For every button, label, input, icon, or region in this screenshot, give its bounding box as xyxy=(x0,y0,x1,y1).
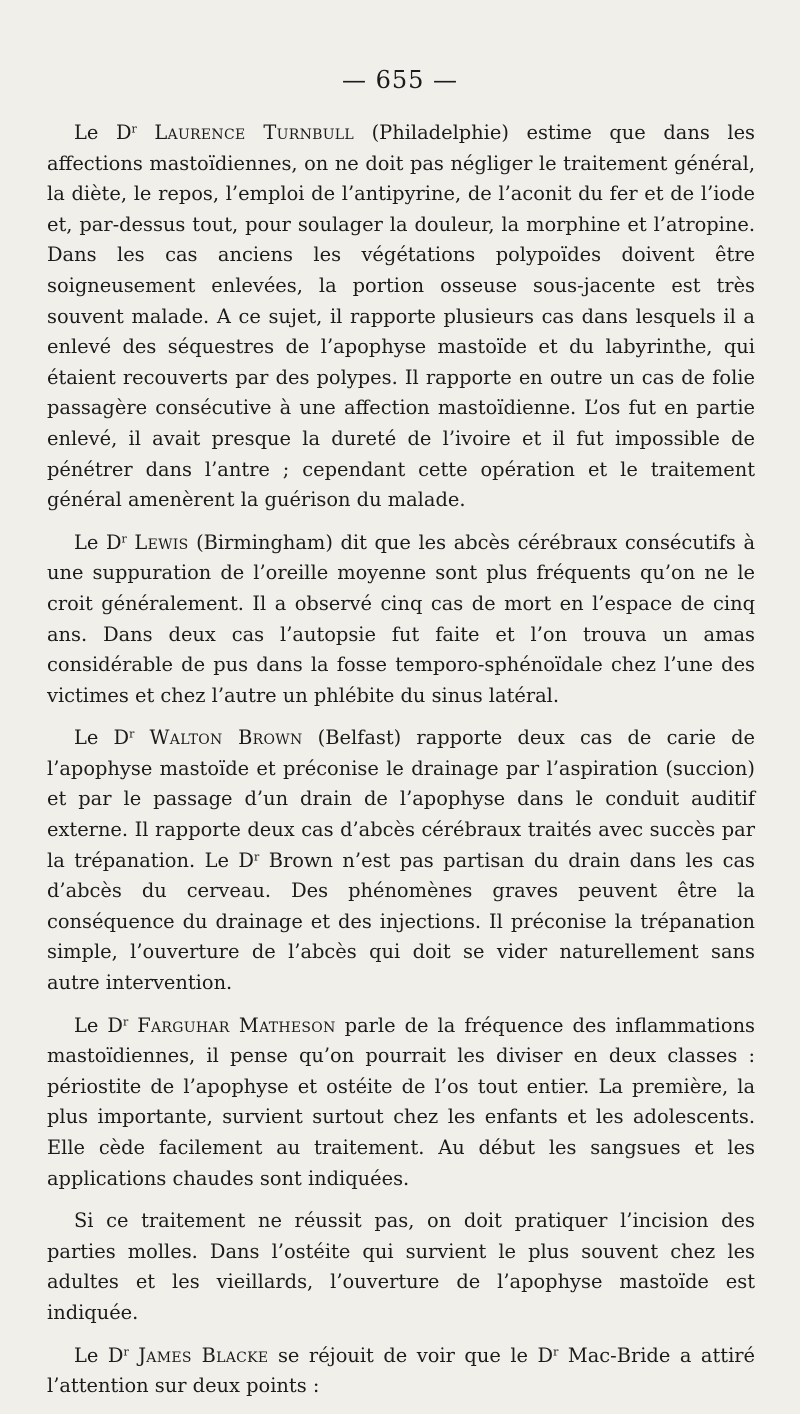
author-name: Farguhar Matheson xyxy=(137,1013,336,1037)
author-name: Lewis xyxy=(134,530,189,554)
paragraph xyxy=(47,528,755,712)
paragraph xyxy=(47,1206,755,1328)
paragraph-text: Le D xyxy=(74,726,130,750)
superscript: r xyxy=(553,1344,559,1358)
paragraph-text: Brown n’est pas partisan du drain dans les cas d’abcès du cerveau. Des phénomènes graves peuvent être la conséquence du drainage et des injections. Il préconise la trépanation simple, l’ouverture de l’abcès qui doit se vider naturellement sans autre intervention. xyxy=(47,848,756,995)
paragraph-text: Le D xyxy=(74,1343,124,1367)
superscript: r xyxy=(131,122,137,136)
paragraph-text xyxy=(137,121,155,144)
paragraph xyxy=(47,1011,755,1195)
paragraph-text: (Belfast) rapporte deux cas de carie de l’apophyse mastoïde et préconise le drainage par l’aspiration (succion) et par le passage d’un drain de l’apophyse dans le conduit auditif externe. Il rapporte deux cas d’abcès cérébraux traités avec succès par la trépanation. Le D xyxy=(47,726,756,872)
paragraph xyxy=(47,723,755,998)
paragraph xyxy=(47,118,755,516)
paragraph xyxy=(47,1341,755,1402)
paragraph-text: (Philadelphie) estime que dans les affections mastoïdiennes, on ne doit pas négliger le traitement général, la diète, le repos, l’emploi de l’antipyrine, de l’aconit du fer et de l’iode et, par-dessus tout, pour soulager la douleur, la morphine et l’atropine. Dans les cas anciens les végétations polypoïdes doivent être soigneusement enlevées, la portion osseuse sous-jacente est très souvent malade. A ce sujet, il rapporte plusieurs cas dans lesquels il a enlevé des séquestres de l’apophyse mastoïde et du labyrinthe, qui étaient recouverts par des polypes. Il rapporte en outre un cas de folie passagère consécutive à une affection mastoïdienne. L’os fut en partie enlevé, il avait presque la dureté de l’ivoire et il fut impossible de pénétrer dans l’antre ; cependant cette opération et le traitement général amenèrent la guérison du malade. xyxy=(47,121,755,512)
paragraph-text: Si ce traitement ne réussit pas, on doit pratiquer l’incision des parties molles. Dans l’ostéite qui survient le plus souvent chez les adultes et les vieillards, l’ouverture de l’apophyse mastoïde est indiquée. xyxy=(47,1209,755,1324)
author-name: Walton Brown xyxy=(149,726,303,750)
superscript: r xyxy=(123,1344,129,1358)
paragraph-text: se réjouit de voir que le D xyxy=(268,1343,554,1367)
paragraph-text: Le D xyxy=(74,1013,123,1037)
superscript: r xyxy=(121,532,127,546)
page-number: — 655 — xyxy=(341,66,459,94)
paragraph-text xyxy=(129,1344,139,1367)
superscript: r xyxy=(122,1015,129,1029)
paragraph-text: parle de la fréquence des inflammations mastoïdiennes, il pense qu’on pourrait les diviser en deux classes : périostite de l’apophyse et ostéite de l’os tout entier. La première, la plus importante, survient surtout chez les enfants et les adolescents. Elle cède facilement au traitement. Au début les sangsues et les applications chaudes sont indiquées. xyxy=(47,1013,756,1190)
paragraph-text: Le D xyxy=(74,530,122,554)
paragraph-text: Le D xyxy=(74,121,132,144)
text-body xyxy=(47,118,755,1414)
superscript: r xyxy=(129,727,135,741)
paragraph-text xyxy=(134,726,149,749)
paragraph-text xyxy=(128,1014,137,1037)
author-name: James Blacke xyxy=(138,1343,269,1367)
paragraph-text: Mac-Bride a attiré l’attention sur deux points : xyxy=(47,1343,756,1398)
author-name: Laurence Turnbull xyxy=(154,121,355,144)
superscript: r xyxy=(253,850,260,864)
paragraph-text: (Birmingham) dit que les abcès cérébraux consécutifs à une suppuration de l’oreille moyenne sont plus fréquents qu’on ne le croit généralement. Il a observé cinq cas de mort en l’espace de cinq ans. Dans deux cas l’autopsie fut faite et l’on trouva un amas considérable de pus dans la fosse temporo-sphénoïdale chez l’une des victimes et chez l’autre un phlébite du sinus latéral. xyxy=(47,530,756,707)
